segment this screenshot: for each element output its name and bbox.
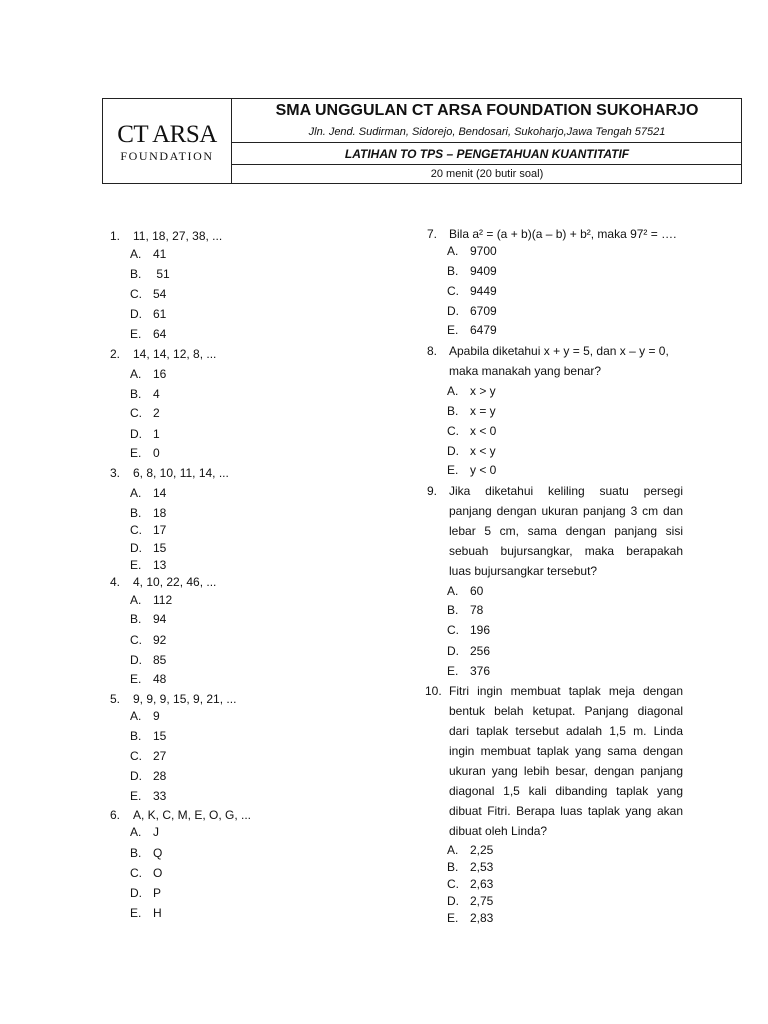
- option-8e[interactable]: E. y < 0: [447, 463, 497, 477]
- option-9b[interactable]: B. 78: [447, 603, 484, 617]
- option-6d[interactable]: D. P: [130, 886, 162, 900]
- question-text: 14, 14, 12, 8, ...: [133, 347, 217, 361]
- question-9: 9.: [427, 484, 438, 498]
- option-4d[interactable]: D. 85: [130, 653, 167, 667]
- option-4e[interactable]: E. 48: [130, 672, 167, 686]
- question-text: 4, 10, 22, 46, ...: [133, 575, 217, 589]
- option-7a[interactable]: A. 9700: [447, 244, 497, 258]
- question-4: 4. 4, 10, 22, 46, ...: [110, 575, 217, 589]
- option-10b[interactable]: B. 2,53: [447, 860, 494, 874]
- option-9c[interactable]: C. 196: [447, 623, 491, 637]
- option-6e[interactable]: E. H: [130, 906, 162, 920]
- option-1b[interactable]: B. 51: [130, 267, 170, 281]
- option-5e[interactable]: E. 33: [130, 789, 167, 803]
- question-7: 7. Bila a² = (a + b)(a – b) + b², maka 97² = ….: [427, 227, 677, 241]
- option-1d[interactable]: D. 61: [130, 307, 167, 321]
- question-5: 5. 9, 9, 9, 15, 9, 21, ...: [110, 692, 237, 706]
- option-6b[interactable]: B. Q: [130, 846, 163, 860]
- option-7b[interactable]: B. 9409: [447, 264, 497, 278]
- option-2b[interactable]: B. 4: [130, 387, 160, 401]
- question-text: 9, 9, 9, 15, 9, 21, ...: [133, 692, 237, 706]
- question-9-text: Jika diketahui keliling suatu persegi panjang dengan ukuran panjang 3 cm dan lebar 5 cm, sama dengan panjang sisi sebuah bujursangkar, maka berapakah luas bujursangkar tersebut?: [449, 484, 683, 578]
- option-5a[interactable]: A. 9: [130, 709, 160, 723]
- question-10-text: Fitri ingin membuat taplak meja dengan bentuk belah ketupat. Panjang diagonal dari taplak tersebut adalah 1,5 m. Linda ingin membuat taplak yang sama dengan ukuran yang lebih besar, dengan panjang diagonal 1,5 kali dibanding taplak yang dibuat Fitri. Berapa luas taplak yang akan dibuat oleh Linda?: [449, 684, 683, 838]
- option-6a[interactable]: A. J: [130, 825, 159, 839]
- option-9d[interactable]: D. 256: [447, 644, 491, 658]
- option-4b[interactable]: B. 94: [130, 612, 167, 626]
- option-10d[interactable]: D. 2,75: [447, 894, 494, 908]
- question-2: 2. 14, 14, 12, 8, ...: [110, 347, 217, 361]
- option-8d[interactable]: D. x < y: [447, 444, 496, 458]
- question-text: Apabila diketahui x + y = 5, dan x – y = 0,: [449, 344, 669, 358]
- option-1e[interactable]: E. 64: [130, 327, 167, 341]
- option-7e[interactable]: E. 6479: [447, 323, 497, 337]
- option-3a[interactable]: A. 14: [130, 486, 167, 500]
- option-3b[interactable]: B. 18: [130, 506, 167, 520]
- exam-header: [102, 98, 742, 184]
- option-10c[interactable]: C. 2,63: [447, 877, 494, 891]
- option-1c[interactable]: C. 54: [130, 287, 167, 301]
- exam-duration: 20 menit (20 butir soal): [232, 164, 742, 184]
- question-6: 6. A, K, C, M, E, O, G, ...: [110, 808, 252, 822]
- school-address: Jln. Jend. Sudirman, Sidorejo, Bendosari, Sukoharjo,Jawa Tengah 57521: [308, 126, 666, 138]
- logo-main-text: CT ARSA: [117, 121, 217, 148]
- option-10e[interactable]: E. 2,83: [447, 911, 494, 925]
- question-text: 11, 18, 27, 38, ...: [133, 229, 223, 243]
- option-3d[interactable]: D. 15: [130, 541, 167, 555]
- option-8a[interactable]: A. x > y: [447, 384, 496, 398]
- option-1a[interactable]: A. 41: [130, 247, 167, 261]
- option-2a[interactable]: A. 16: [130, 367, 167, 381]
- question-8: 8. Apabila diketahui x + y = 5, dan x – y = 0,: [427, 344, 669, 358]
- question-text: Bila a² = (a + b)(a – b) + b², maka 97² = ….: [449, 227, 677, 241]
- option-6c[interactable]: C. O: [130, 866, 163, 880]
- option-4a[interactable]: A. 112: [130, 593, 173, 607]
- logo: [103, 99, 232, 183]
- option-5b[interactable]: B. 15: [130, 729, 167, 743]
- logo-sub-text: FOUNDATION: [120, 149, 214, 163]
- option-7c[interactable]: C. 9449: [447, 284, 497, 298]
- option-9e[interactable]: E. 376: [447, 664, 491, 678]
- option-10a[interactable]: A. 2,25: [447, 843, 494, 857]
- option-7d[interactable]: D. 6709: [447, 304, 497, 318]
- exam-title: LATIHAN TO TPS – PENGETAHUAN KUANTITATIF: [232, 142, 742, 165]
- option-3c[interactable]: C. 17: [130, 523, 167, 537]
- option-8b[interactable]: B. x = y: [447, 404, 496, 418]
- option-8c[interactable]: C. x < 0: [447, 424, 497, 438]
- question-1: 1. 11, 18, 27, 38, ...: [110, 229, 223, 243]
- option-2c[interactable]: C. 2: [130, 406, 160, 420]
- question-3: 3. 6, 8, 10, 11, 14, ...: [110, 466, 229, 480]
- question-10: 10.: [425, 684, 442, 698]
- school-name: SMA UNGGULAN CT ARSA FOUNDATION SUKOHARJO: [275, 102, 699, 119]
- option-3e[interactable]: E. 13: [130, 558, 167, 572]
- option-9a[interactable]: A. 60: [447, 584, 484, 598]
- option-2d[interactable]: D. 1: [130, 427, 160, 441]
- question-text: A, K, C, M, E, O, G, ...: [133, 808, 252, 822]
- question-8-line-2: maka manakah yang benar?: [449, 364, 602, 378]
- option-5d[interactable]: D. 28: [130, 769, 167, 783]
- option-5c[interactable]: C. 27: [130, 749, 167, 763]
- option-2e[interactable]: E. 0: [130, 446, 160, 460]
- option-4c[interactable]: C. 92: [130, 633, 167, 647]
- question-text: 6, 8, 10, 11, 14, ...: [133, 466, 229, 480]
